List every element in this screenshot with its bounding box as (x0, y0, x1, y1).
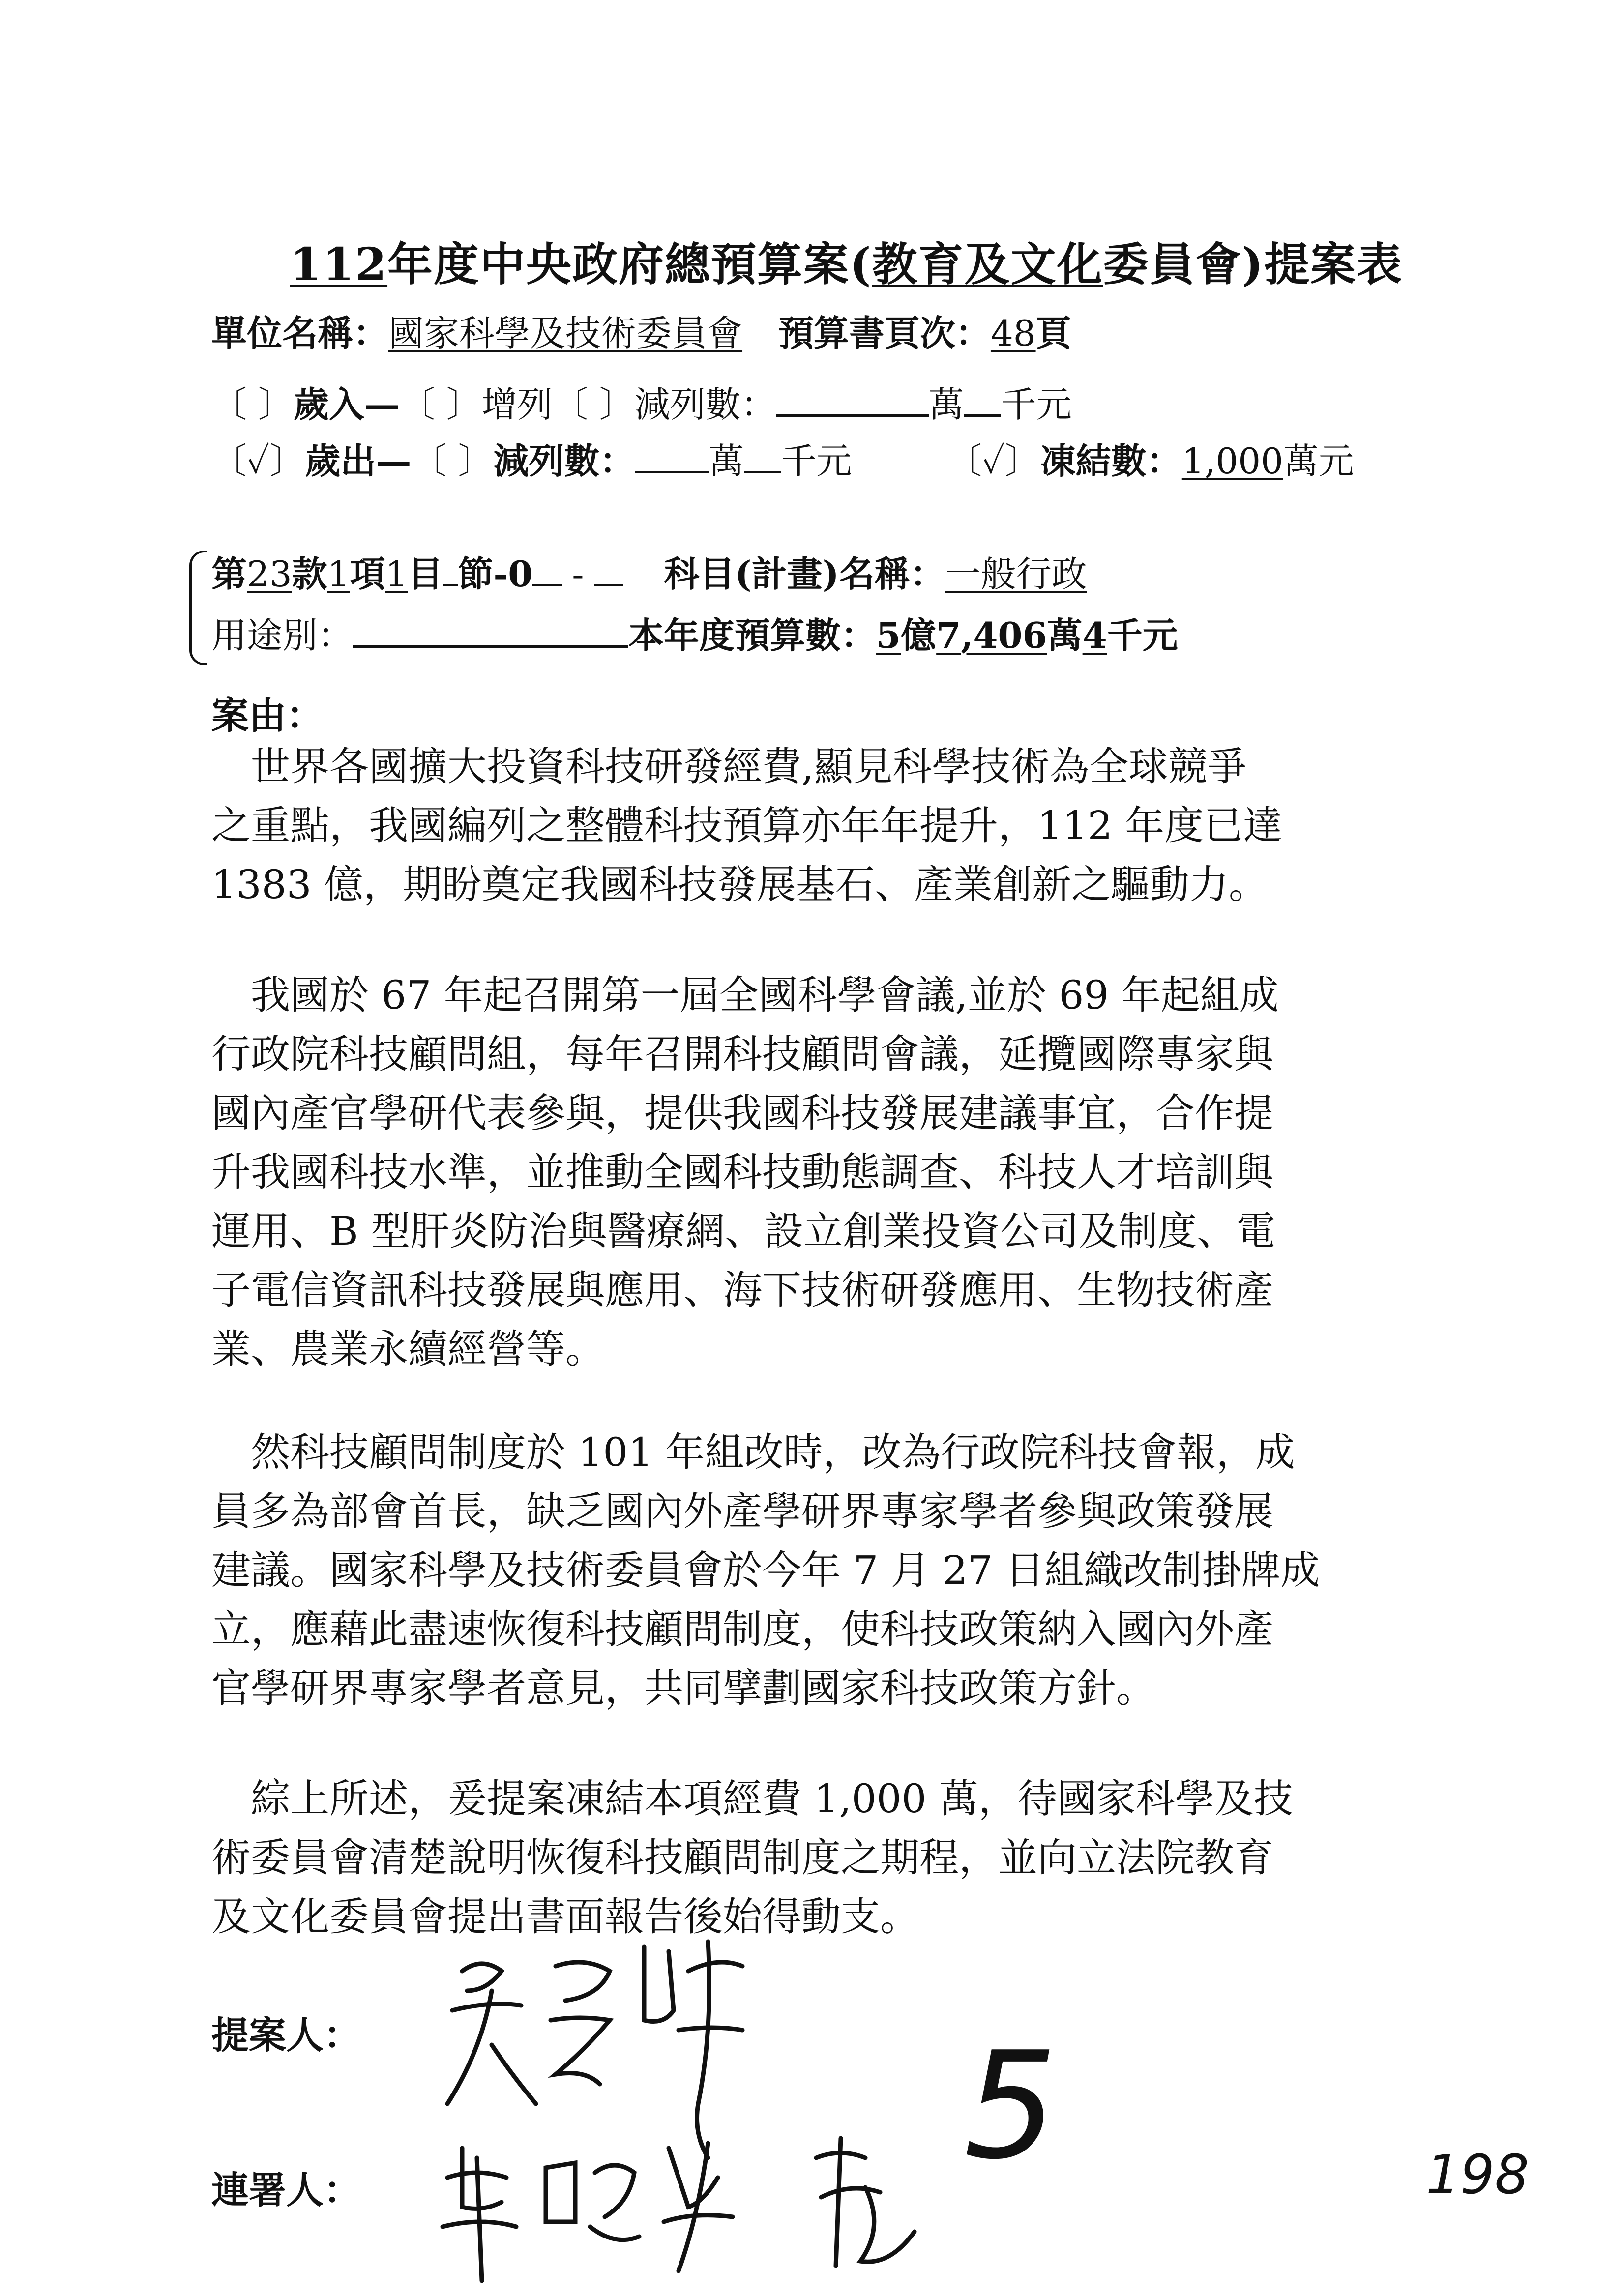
freeze-unit: 萬元 (1283, 440, 1354, 482)
usage-label: 用途別： (211, 615, 354, 656)
line: 1383 億，期盼奠定我國科技發展基石、產業創新之驅動力。 (211, 862, 1269, 907)
xiang-label: 項 (350, 553, 385, 595)
wan-label: 萬 (709, 440, 744, 482)
line: 員多為部會首長，缺乏國內外產學研界專家學者參與政策發展 (211, 1488, 1273, 1534)
line: 術委員會清楚說明恢復科技顧問制度之期程，並向立法院教育 (211, 1835, 1273, 1881)
document-title (290, 229, 1403, 293)
paragraph-3 (211, 1423, 1401, 1718)
qian-blank[interactable] (744, 441, 781, 473)
revenue-checkbox[interactable]: 〔 〕 (211, 384, 294, 425)
decrease-checkbox[interactable]: 〔 〕 (552, 384, 635, 425)
line: 綜上所述，爰提案凍結本項經費 1,000 萬，待國家科學及技 (211, 1776, 1293, 1822)
jie-label: 節-0 (458, 553, 533, 595)
wan-blank[interactable] (776, 385, 929, 417)
jie-blank[interactable] (443, 554, 458, 586)
increase-label: 增列 (481, 384, 553, 425)
item-row (211, 546, 1087, 597)
page-unit: 頁 (1035, 312, 1071, 354)
title-suffix: 委員會)提案表 (1103, 238, 1403, 291)
title-year: 112 (290, 238, 388, 291)
revenue-row (211, 376, 1072, 427)
page-value: 48 (990, 313, 1036, 354)
expense-checkbox[interactable]: 〔✓〕 (211, 440, 305, 482)
expense-row (211, 433, 1354, 484)
yi-label: 億 (901, 614, 937, 656)
sub-blank-2[interactable] (594, 554, 623, 586)
line: 行政院科技顧問組，每年召開科技顧問會議，延攬國際專家與 (211, 1031, 1273, 1077)
reason-label: 案由： (211, 694, 324, 737)
line: 立，應藉此盡速恢復科技顧問制度，使科技政策納入國內外產 (211, 1606, 1273, 1652)
wan-number: 7,406 (936, 614, 1047, 656)
kuan-number: 23 (247, 553, 292, 595)
item-bracket (189, 551, 207, 665)
freeze-checkbox[interactable]: 〔✓〕 (946, 440, 1040, 482)
handwritten-number: 5 (964, 2020, 1058, 2192)
sub-blank[interactable] (532, 554, 562, 586)
expense-decrease-checkbox[interactable]: 〔 〕 (411, 440, 494, 482)
mu-number: 1 (385, 553, 408, 595)
increase-checkbox[interactable]: 〔 〕 (399, 384, 482, 425)
expense-decrease-label: 減列數： (493, 440, 635, 482)
dash: - (572, 553, 584, 595)
proposer-label: 提案人： (211, 2013, 361, 2057)
freeze-value: 1,000 (1181, 440, 1283, 482)
qian-label: 千元 (1001, 384, 1072, 425)
wan-blank[interactable] (635, 441, 709, 473)
line: 及文化委員會提出書面報告後始得動支。 (211, 1894, 919, 1940)
qian-number: 4 (1082, 614, 1107, 656)
unit-row (211, 305, 1071, 356)
unit-value: 國家科學及技術委員會 (388, 313, 743, 354)
mu-label: 目 (408, 553, 443, 595)
usage-blank[interactable] (353, 616, 628, 648)
qian-label: 千元 (781, 440, 852, 482)
line: 我國於 67 年起召開第一屆全國科學會議,並於 69 年起組成 (211, 972, 1279, 1018)
usage-row (211, 607, 1178, 658)
page-label: 預算書頁次： (778, 312, 991, 354)
wan-label: 萬 (928, 384, 964, 425)
title-prefix: 年度中央政府總預算案( (387, 238, 872, 291)
decrease-label: 減列數： (634, 384, 776, 425)
line: 業、農業永續經營等。 (211, 1326, 605, 1372)
unit-label: 單位名稱： (211, 312, 389, 354)
cosigner-label: 連署人： (211, 2168, 361, 2212)
qian-blank[interactable] (964, 385, 1001, 417)
handwritten-page-number: 198 (1426, 2143, 1529, 2206)
line: 之重點，我國編列之整體科技預算亦年年提升，112 年度已達 (211, 803, 1283, 848)
line: 運用、B 型肝炎防治與醫療網、設立創業投資公司及制度、電 (211, 1208, 1276, 1254)
line: 世界各國擴大投資科技研發經費,顯見科學技術為全球競爭 (211, 744, 1247, 789)
xiang-number: 1 (327, 553, 350, 595)
line: 子電信資訊科技發展與應用、海下技術研發應用、生物技術產 (211, 1267, 1273, 1313)
wan-label: 萬 (1047, 614, 1083, 656)
line: 升我國科技水準，並推動全國科技動態調查、科技人才培訓與 (211, 1149, 1273, 1195)
qian-label: 千元 (1107, 614, 1178, 656)
paragraph-1 (211, 737, 1401, 914)
budget-label: 本年度預算數： (628, 614, 877, 656)
kuan-label: 款 (292, 553, 327, 595)
cosigner-signature (433, 2128, 964, 2291)
line: 官學研界專家學者意見，共同擘劃國家科技政策方針。 (211, 1665, 1155, 1711)
line: 建議。國家科學及技術委員會於今年 7 月 27 日組織改制掛牌成 (211, 1547, 1320, 1593)
expense-label: 歲出— (305, 440, 412, 482)
line: 國內產官學研代表參與，提供我國科技發展建議事宜，合作提 (211, 1090, 1273, 1136)
di-label: 第 (211, 553, 247, 595)
line: 然科技顧問制度於 101 年組改時，改為行政院科技會報，成 (211, 1429, 1295, 1475)
paragraph-2 (211, 966, 1401, 1379)
revenue-label: 歲入— (293, 383, 400, 425)
subject-value: 一般行政 (945, 553, 1087, 595)
paragraph-4 (211, 1770, 1401, 1947)
freeze-label: 凍結數： (1040, 440, 1182, 482)
subject-label: 科目(計畫)名稱： (664, 553, 945, 595)
yi-number: 5 (876, 614, 901, 656)
title-committee: 教育及文化 (872, 238, 1103, 291)
